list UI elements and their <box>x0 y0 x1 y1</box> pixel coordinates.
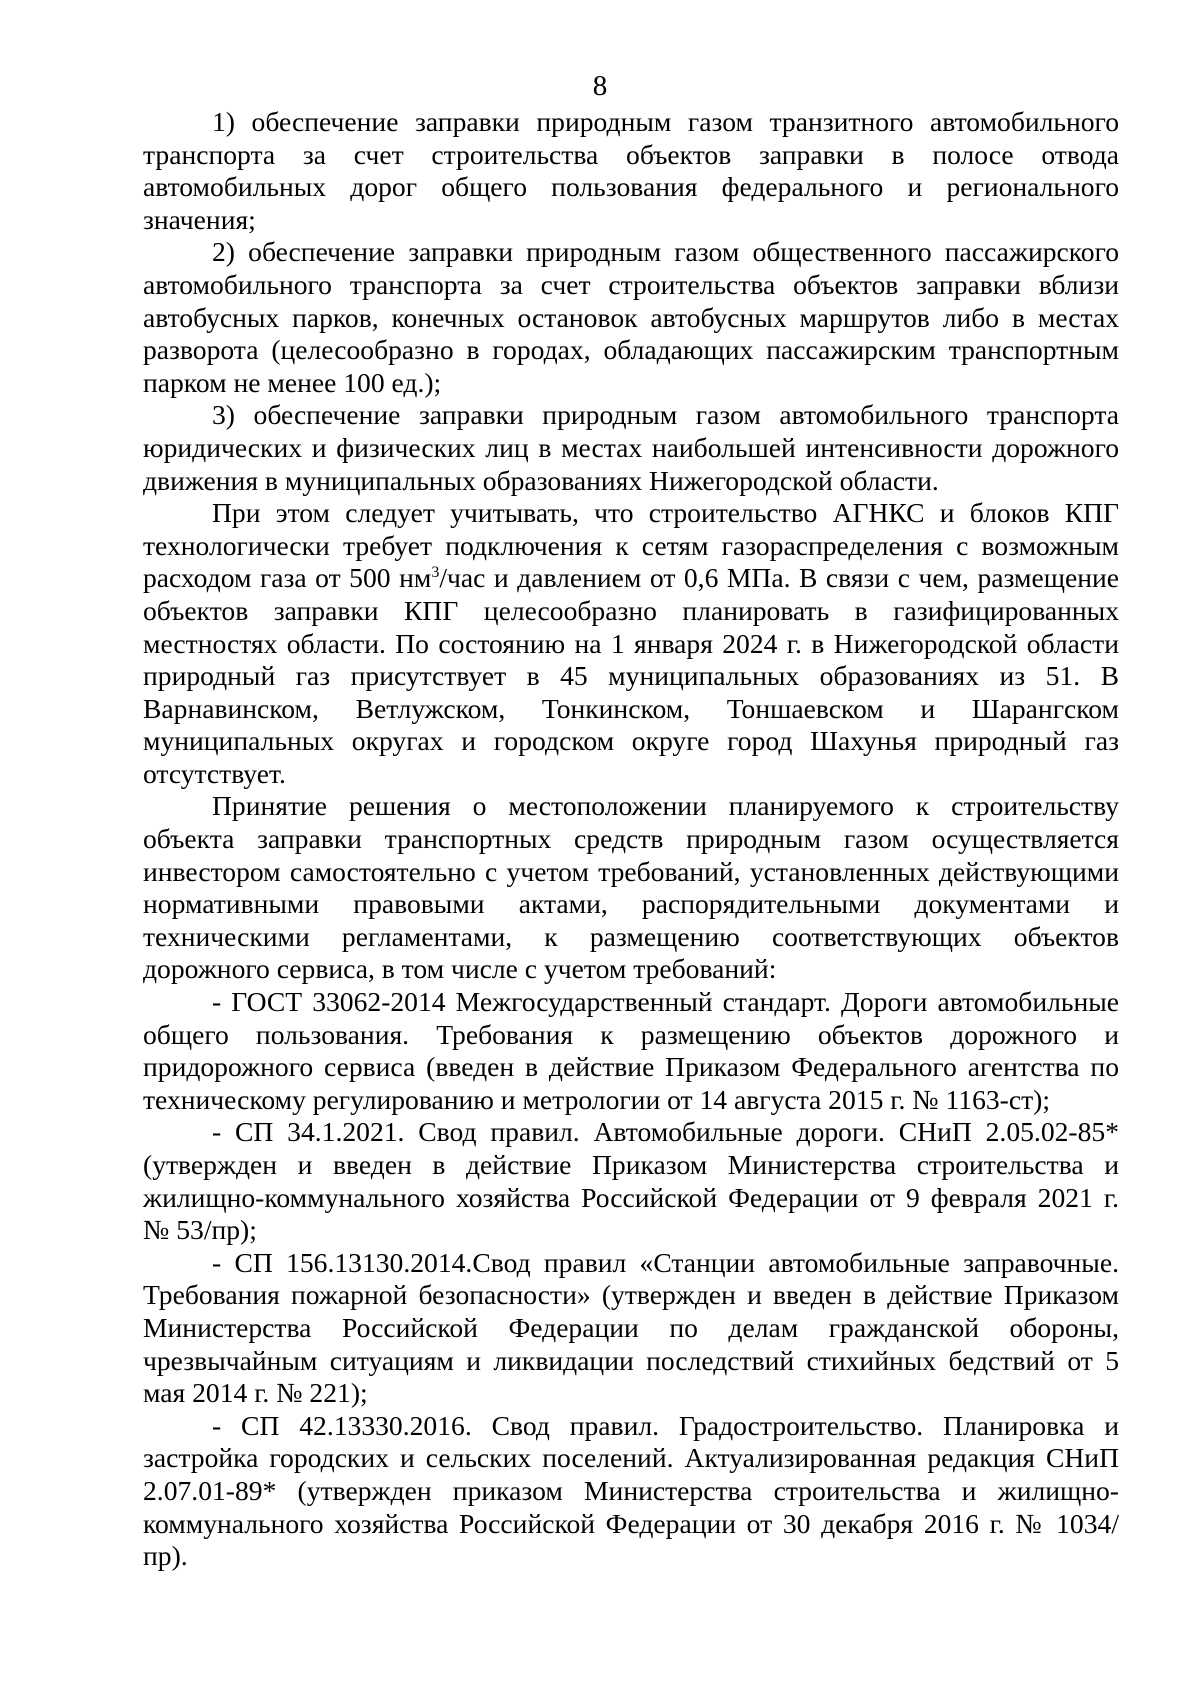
list-item-gost: - ГОСТ 33062-2014 Межгосударственный стандарт. Дороги автомобильные общего пользования. Требования к размещению объектов дорожного и придорожного сервиса (введен в действие Приказом Федерального агентства по техническому регулированию и метрологии от 14 августа 2015 г. № 1163-ст); <box>143 986 1119 1115</box>
list-item-sp-34: - СП 34.1.2021. Свод правил. Автомобильные дороги. СНиП 2.05.02-85* (утвержден и введен в действие Приказом Министерства строительства и жилищно-коммунального хозяйства Российской Федерации от 9 февраля 2021 г. № 53/пр); <box>143 1116 1119 1246</box>
paragraph-text-part: При этом следует учитывать, что строительство АГНКС и блоков КПГ технологически требует подключения к сетям газораспределения с возможным расходом газа от 500 нм <box>143 497 1119 594</box>
document-body <box>143 106 1119 1573</box>
paragraph-item-1: 1) обеспечение заправки природным газом транзитного автомобильного транспорта за счет строительства объектов заправки в полосе отвода автомобильных дорог общего пользования федерального и регионального значения; <box>143 106 1119 235</box>
superscript-cubic: 3 <box>431 564 440 582</box>
paragraph-item-3: 3) обеспечение заправки природным газом автомобильного транспорта юридических и физических лиц в местах наибольшей интенсивности дорожного движения в муниципальных образованиях Нижегородской области. <box>143 399 1119 496</box>
list-item-sp-156: - СП 156.13130.2014.Свод правил «Станции автомобильные заправочные. Требования пожарной безопасности» (утвержден и введен в действие Приказом Министерства Российской Федерации по делам гражданской обороны, чрезвычайным ситуациям и ликвидации последствий стихийных бедствий от 5 мая 2014 г. № 221); <box>143 1246 1119 1409</box>
paragraph-gas-infrastructure <box>143 497 1119 790</box>
paragraph-site-decision: Принятие решения о местоположении планируемого к строительству объекта заправки транспортных средств природным газом осуществляется инвестором самостоятельно с учетом требований, установленных действующими нормативными правовыми актами, распорядительными документами и техническими регламентами, к размещению соответствующих объектов дорожного сервиса, в том числе с учетом требований: <box>143 790 1119 985</box>
list-item-sp-42: - СП 42.13330.2016. Свод правил. Градостроительство. Планировка и застройка городских и сельских поселений. Актуализированная редакция СНиП 2.07.01-89* (утвержден приказом Министерства строительства и жилищно-коммунального хозяйства Российской Федерации от 30 декабря 2016 г. № 1034/пр). <box>143 1409 1119 1572</box>
paragraph-item-2: 2) обеспечение заправки природным газом общественного пассажирского автомобильного транспорта за счет строительства объектов заправки вблизи автобусных парков, конечных остановок автобусных маршрутов либо в местах разворота (целесообразно в городах, обладающих пассажирским транспортным парком не менее 100 ед.); <box>143 236 1119 398</box>
paragraph-text-part: /час и давлением от 0,6 МПа. В связи с чем, размещение объектов заправки КПГ целесообразно планировать в газифицированных местностях области. По состоянию на 1 января 2024 г. в Нижегородской области природный газ присутствует в 45 муниципальных образованиях из 51. В Варнавинском, Ветлужском, Тонкинском, Тоншаевском и Шарангском муниципальных округах и городском округе город Шахунья природный газ отсутствует. <box>143 562 1119 789</box>
page-number: 8 <box>592 70 608 102</box>
